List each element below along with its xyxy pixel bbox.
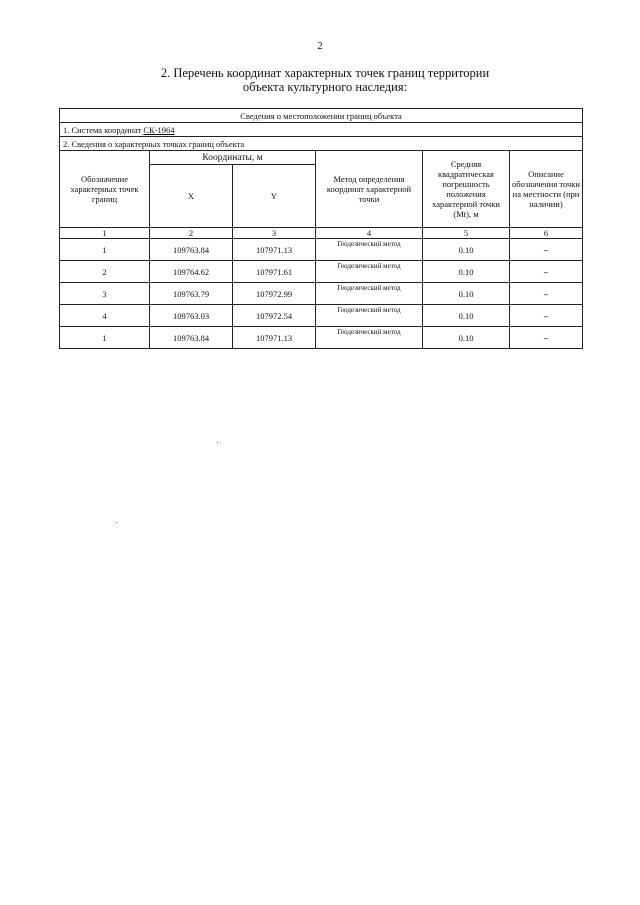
error-value: 0.10	[423, 261, 510, 283]
column-number: 1	[60, 228, 150, 239]
point-label: 2	[60, 261, 150, 283]
table-row	[60, 283, 583, 305]
column-number: 6	[510, 228, 583, 239]
coord-x: 109763.84	[150, 239, 233, 261]
error-value: 0.10	[423, 305, 510, 327]
method: Геодезический метод	[316, 305, 423, 327]
column-numbers-row	[60, 228, 583, 239]
description: –	[510, 283, 583, 305]
coord-system-cell	[60, 123, 583, 137]
error-value: 0.10	[423, 239, 510, 261]
coord-y: 107972.99	[233, 283, 316, 305]
coord-x: 109764.62	[150, 261, 233, 283]
method: Геодезический метод	[316, 261, 423, 283]
description: –	[510, 239, 583, 261]
col-header-point: Обозначение характерных точек границ	[60, 151, 150, 228]
point-label: 1	[60, 239, 150, 261]
coord-system-label: 1. Система координат	[63, 124, 144, 135]
method: Геодезический метод	[316, 327, 423, 349]
method: Геодезический метод	[316, 283, 423, 305]
table-row	[60, 327, 583, 349]
table-row	[60, 239, 583, 261]
title-line-2: объекта культурного наследия:	[242, 80, 408, 94]
point-label: 1	[60, 327, 150, 349]
point-label: 4	[60, 305, 150, 327]
description: –	[510, 261, 583, 283]
coord-system-row	[60, 123, 583, 137]
coord-y: 107971.13	[233, 239, 316, 261]
point-label: 3	[60, 283, 150, 305]
table-row	[60, 305, 583, 327]
col-header-coords: Координаты, м	[150, 151, 316, 165]
col-header-y: Y	[233, 165, 316, 228]
col-header-x: X	[150, 165, 233, 228]
coord-x: 109763.79	[150, 283, 233, 305]
column-number: 5	[423, 228, 510, 239]
title-line-1: 2. Перечень координат характерных точек границ территории	[160, 66, 490, 80]
column-number: 4	[316, 228, 423, 239]
table-header-main: Сведения о местоположении границ объекта	[60, 109, 583, 123]
error-value: 0.10	[423, 283, 510, 305]
document-title	[120, 66, 530, 94]
column-number: 3	[233, 228, 316, 239]
coord-y: 107971.13	[233, 327, 316, 349]
description: –	[510, 305, 583, 327]
coord-x: 109763.84	[150, 327, 233, 349]
table-row	[60, 261, 583, 283]
column-header-row-top	[60, 151, 583, 165]
coord-y: 107971.61	[233, 261, 316, 283]
column-number: 2	[150, 228, 233, 239]
error-value: 0.10	[423, 327, 510, 349]
points-info-cell: 2. Сведения о характерных точках границ объекта	[60, 137, 583, 151]
coord-x: 109763.03	[150, 305, 233, 327]
method: Геодезический метод	[316, 239, 423, 261]
coord-system-value: СК-1964	[143, 124, 175, 135]
description: –	[510, 327, 583, 349]
scan-speck	[116, 522, 117, 523]
col-header-description: Описание обозначения точки на местности (при наличии)	[510, 151, 583, 228]
col-header-method: Метод определения координат характерной точки	[316, 151, 423, 228]
scan-speck	[217, 442, 218, 443]
coord-y: 107972.54	[233, 305, 316, 327]
coordinates-table	[59, 108, 583, 349]
col-header-error: Средняя квадратическая погрешность положения характерной точки (Mt), м	[423, 151, 510, 228]
page-number: 2	[317, 40, 323, 52]
points-info-row	[60, 137, 583, 151]
table-header-main-row	[60, 109, 583, 123]
